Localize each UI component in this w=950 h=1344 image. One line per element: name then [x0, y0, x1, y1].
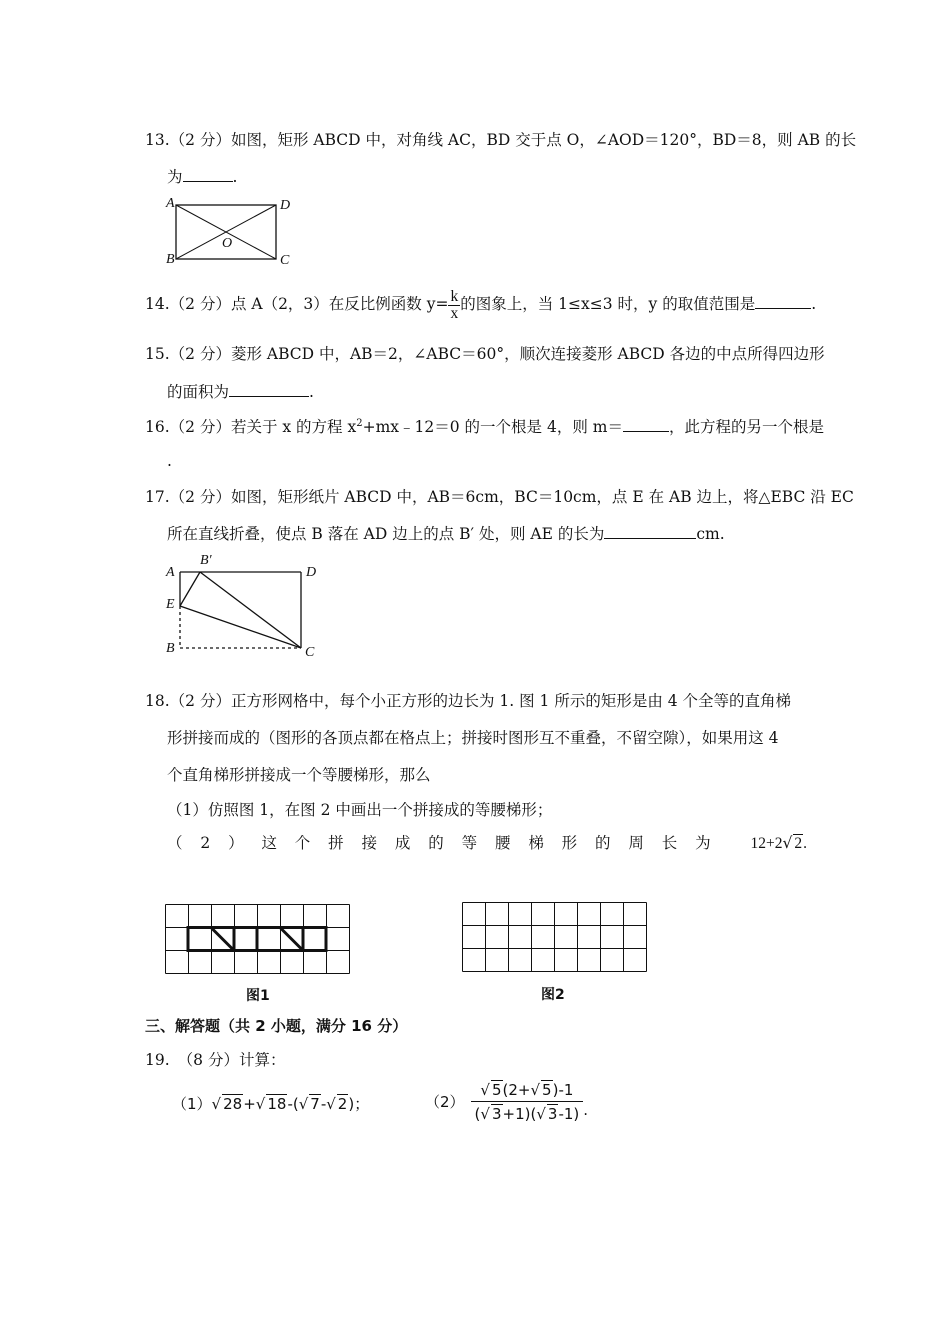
figure-2-grid — [462, 902, 648, 974]
q18-sub2-answer: 12+2√ 2. — [750, 834, 807, 852]
sqrt-icon: √ — [255, 1095, 266, 1113]
answer-blank — [604, 524, 696, 539]
sqrt-icon: √ — [782, 834, 793, 852]
sqrt-icon: √ — [298, 1095, 309, 1113]
q19-part2-fraction — [471, 1080, 584, 1123]
q18-sub1: （1）仿照图 1，在图 2 中画出一个拼接成的等腰梯形； — [167, 801, 553, 819]
q18-sub2-char: 周 — [628, 834, 644, 852]
figure-1-grid — [165, 904, 351, 976]
q18-line1: 18.（2 分）正方形网格中，每个小正方形的边长为 1. 图 1 所示的矩形是由 4 个全等的直角梯 — [145, 692, 792, 710]
q19-part1: （1）√ 28+√ 18-(√ 7-√ 2)； — [172, 1095, 370, 1113]
q18-sub2-char: （ — [167, 834, 183, 852]
q13-line1 — [145, 128, 856, 150]
fraction-denominator: (√ 3+1)(√ 3-1) — [474, 1105, 580, 1123]
answer-blank — [623, 417, 669, 432]
label-d: D — [306, 565, 317, 580]
trapezoid-divider — [280, 928, 303, 951]
q18-sub2-char: 成 — [394, 834, 411, 852]
section-3-title: 三、解答题（共 2 小题，满分 16 分） — [145, 1017, 408, 1035]
q18-sub2-char: 这 — [261, 834, 277, 852]
q16-line2: . — [167, 452, 172, 470]
answer-blank — [755, 294, 811, 309]
q18-sub2-char: 为 — [695, 834, 711, 852]
q15-line2: 的面积为 . — [167, 383, 314, 401]
q19-part2: （2） $\frac{√ 5(2+√ 5)-1}{(√ 3+1)(√ 3-1)}$ . — [425, 1081, 589, 1123]
q18-sub2-char: 长 — [661, 834, 678, 852]
q18-sub2-char: 2 — [200, 834, 211, 852]
edge-b-prime-c — [200, 572, 301, 648]
q18-sub2-char: 等 — [461, 834, 478, 852]
q18-sub2-char: 的 — [428, 834, 444, 852]
label-a: A — [166, 196, 175, 211]
label-c: C — [305, 645, 315, 660]
answer-blank — [183, 167, 233, 182]
q19-line: 19. （8 分）计算： — [145, 1051, 286, 1069]
q18-sub2-char: ） — [228, 834, 244, 852]
q18-sub2-char: 接 — [361, 834, 378, 852]
sqrt-icon: √ — [326, 1095, 336, 1113]
label-o: O — [222, 236, 233, 251]
label-c: C — [280, 253, 290, 267]
q16-line1: 16.（2 分）若关于 x 的方程 $x^2+mx﹣12=0$ 的一个根是 4，则 m＝ ，此方程的另一个根是 — [145, 417, 824, 436]
q13-text: 如图，矩形 ABCD 中，对角线 AC，BD 交于点 O，∠AOD＝120°，BD＝8，则 AB 的长 — [230, 131, 857, 149]
sqrt-icon: √ — [536, 1105, 546, 1123]
q17-fold-figure — [160, 548, 330, 660]
q18-sub2-char: 梯 — [528, 834, 544, 852]
label-d: D — [280, 198, 291, 213]
sqrt-icon: √ — [211, 1095, 222, 1113]
q18-line2: 形拼接而成的（图形的各顶点都在格点上；拼接时图形互不重叠，不留空隙），如果用这 4 — [167, 729, 779, 747]
q15-line1: 15.（2 分）菱形 ABCD 中，AB＝2，∠ABC＝60°，顺次连接菱形 ABCD 各边的中点所得四边形 — [145, 345, 825, 363]
label-b-prime: B′ — [200, 553, 212, 568]
q13-line2: 为 . — [167, 168, 238, 186]
fold-line-ec — [180, 606, 301, 648]
q18-sub2-char: 形 — [561, 834, 578, 852]
sqrt-icon: √ — [530, 1081, 541, 1099]
edge-eb-prime — [180, 572, 200, 606]
label-a: A — [166, 565, 175, 580]
fraction-k-over-x: $\frac{k}{x}$ — [450, 287, 459, 322]
q18-sub2-char: 腰 — [494, 834, 511, 852]
sqrt-icon: √ — [480, 1081, 490, 1099]
figure-2-caption: 图2 — [541, 987, 565, 1003]
q14-line: 14.（2 分）点 A（2，3）在反比例函数 y= $\frac{k}{x}$ 的图象上，当 1≤x≤3 时，y 的取值范围是 . — [145, 287, 817, 322]
figure-1-caption: 图1 — [246, 988, 270, 1004]
q18-sub2-char: 个 — [294, 834, 311, 852]
q18-line3: 个直角梯形拼接成一个等腰梯形，那么 — [167, 766, 431, 784]
q13-score: （2 分） — [169, 131, 231, 149]
q17-line1: 17.（2 分）如图，矩形纸片 ABCD 中，AB＝6cm，BC＝10cm，点 E 在 AB 边上，将△EBC 沿 EC — [145, 488, 854, 506]
q18-sub2-char: 拼 — [328, 834, 344, 852]
answer-blank — [229, 382, 309, 397]
label-b: B — [166, 641, 175, 656]
q18-sub2-char: 的 — [595, 834, 611, 852]
trapezoid-divider — [211, 928, 234, 951]
q18-sub2 — [167, 831, 807, 853]
fraction-numerator: √ 5(2+√ 5)-1 — [471, 1080, 584, 1102]
label-b: B — [166, 252, 175, 267]
sqrt-icon: √ — [480, 1105, 490, 1123]
q13-number: 13. — [145, 131, 170, 149]
label-e: E — [166, 597, 175, 612]
q17-line2: 所在直线折叠，使点 B 落在 AD 边上的点 B′ 处，则 AE 的长为 cm. — [167, 525, 725, 543]
q13-rectangle-figure — [160, 195, 300, 267]
